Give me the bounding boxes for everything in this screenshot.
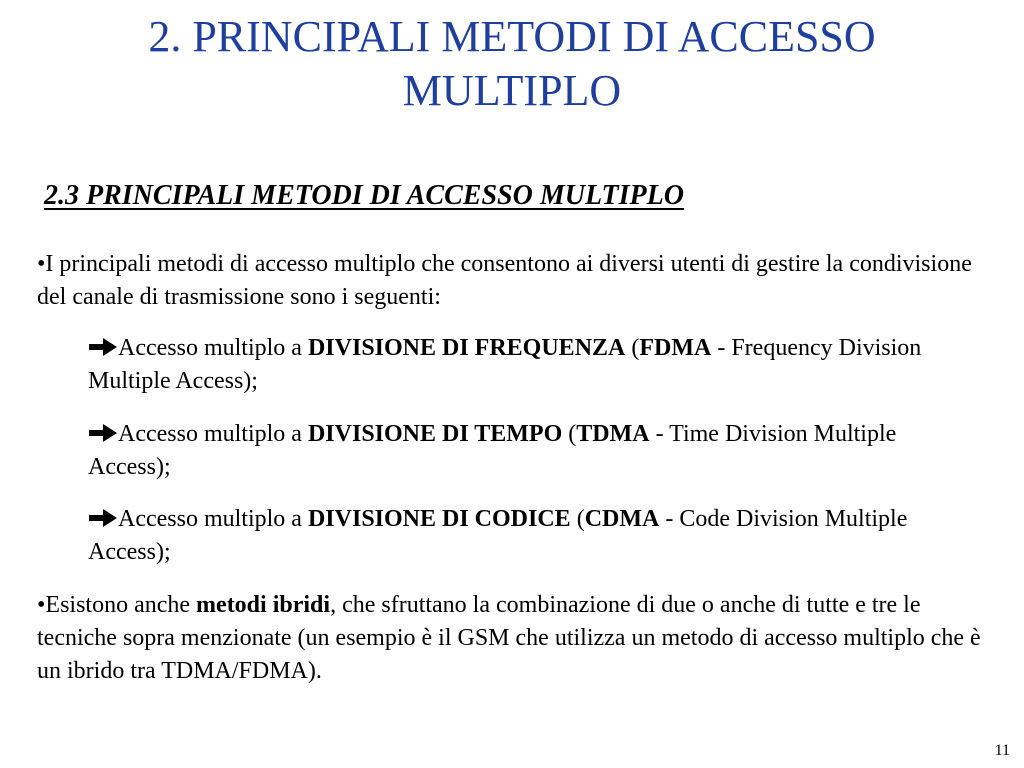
intro-bullet-text: I principali metodi di accesso multiplo che consentono ai diversi utenti di gestire la condivisione del canale di trasmissione sono i seguenti: [37, 251, 972, 310]
hybrid-bullet-suffix: , che sfruttano la combinazione di due o anche di tutte e tre le tecniche sopra menzionate (un esempio è il GSM che utilizza un metodo di accesso multiplo che è un ibrido tra TDMA/FDMA). [37, 592, 981, 684]
method-open-paren: ( [562, 421, 577, 447]
method-prefix: Accesso multiplo a [118, 421, 308, 447]
method-name: DIVISIONE DI FREQUENZA [307, 335, 626, 361]
right-arrow-icon [88, 423, 118, 443]
method-name: DIVISIONE DI CODICE [307, 506, 571, 532]
method-acronym: FDMA [639, 335, 712, 361]
right-arrow-icon [88, 508, 118, 528]
bullet-marker: • [37, 251, 46, 277]
method-item-tdma [88, 418, 978, 484]
slide-title [40, 10, 984, 118]
intro-bullet [37, 248, 987, 314]
hybrid-bullet-prefix: Esistono anche [45, 592, 197, 618]
page-number: 11 [994, 742, 1010, 759]
slide-title-line-1: 2. PRINCIPALI METODI DI ACCESSO [148, 12, 876, 61]
method-open-paren: ( [570, 506, 585, 532]
section-heading: 2.3 PRINCIPALI METODI DI ACCESSO MULTIPLO [44, 180, 684, 211]
slide-title-line-2: MULTIPLO [402, 66, 622, 115]
method-suffix: - Frequency Division Multiple Access); [88, 335, 922, 394]
hybrid-bullet-bold: metodi ibridi [196, 592, 331, 618]
method-open-paren: ( [625, 335, 640, 361]
method-name: DIVISIONE DI TEMPO [307, 421, 563, 447]
method-prefix: Accesso multiplo a [118, 335, 308, 361]
method-suffix: - Code Division Multiple Access); [88, 506, 908, 565]
bullet-marker: • [37, 592, 46, 618]
method-suffix: - Time Division Multiple Access); [88, 421, 897, 480]
method-acronym: CDMA [584, 506, 660, 532]
method-acronym: TDMA [576, 421, 650, 447]
method-item-fdma [88, 332, 978, 398]
method-prefix: Accesso multiplo a [118, 506, 308, 532]
hybrid-bullet [37, 589, 987, 688]
method-item-cdma [88, 503, 978, 569]
right-arrow-icon [88, 337, 118, 357]
